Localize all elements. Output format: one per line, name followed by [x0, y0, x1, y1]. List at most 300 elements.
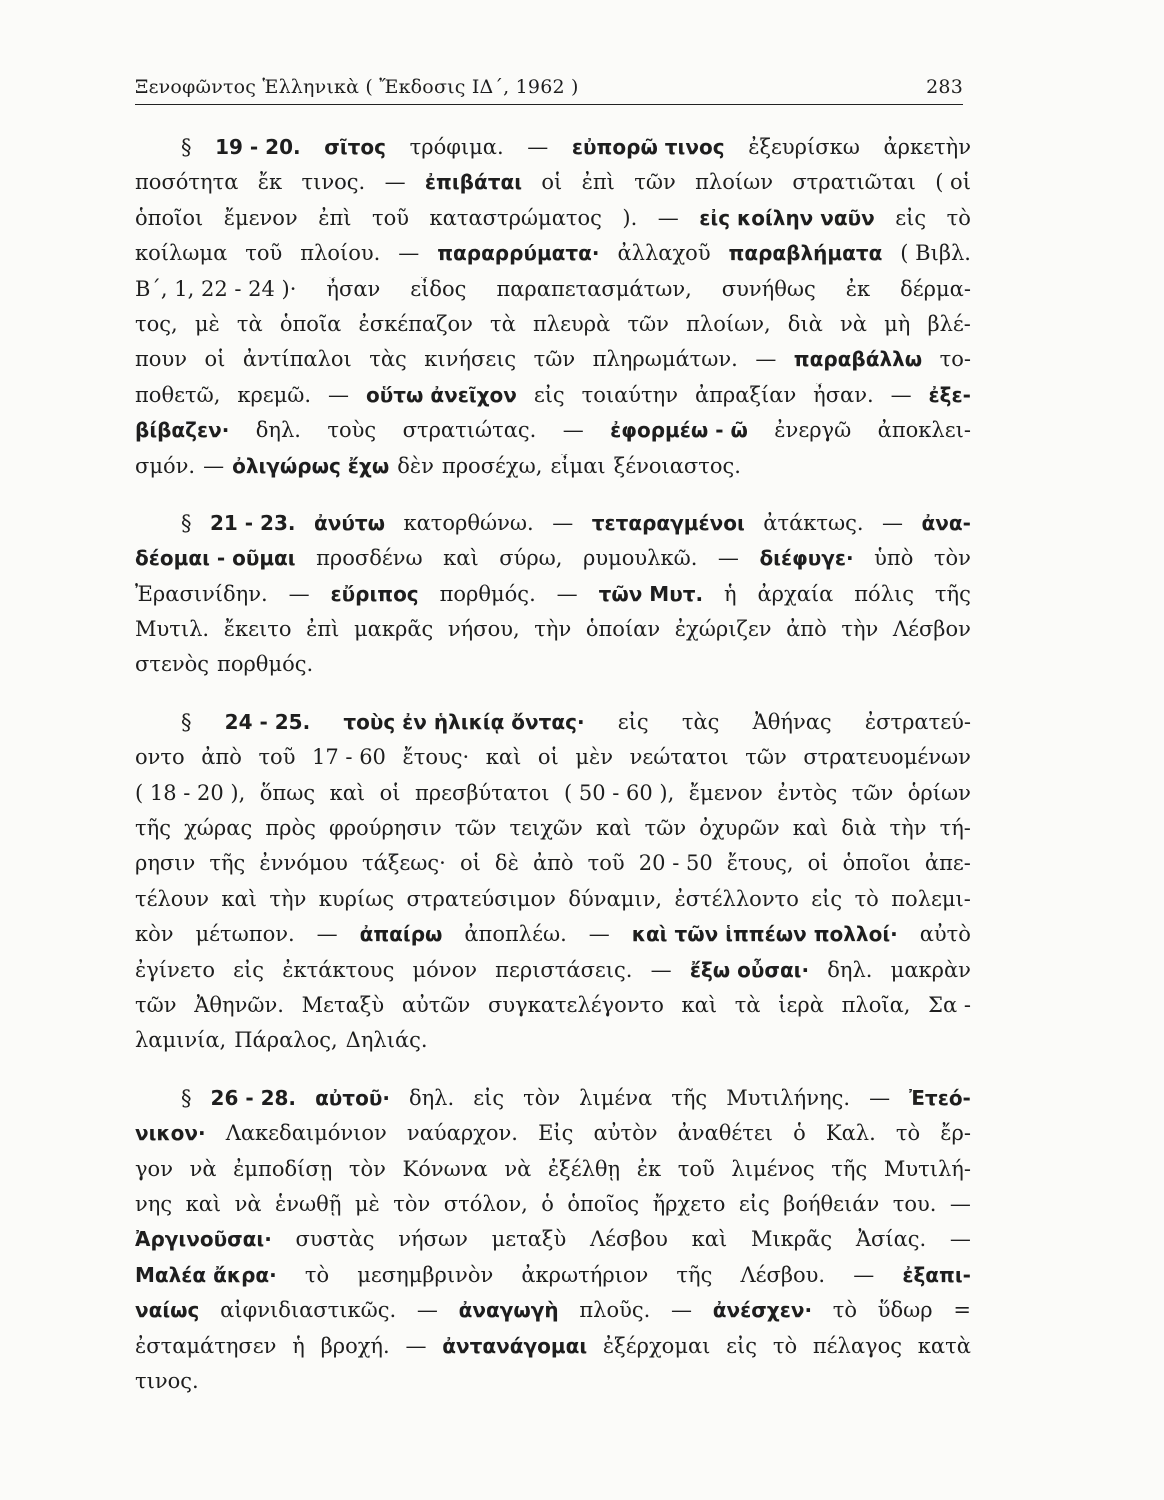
word: τῆς [831, 1156, 868, 1181]
word: στόλον, [443, 1191, 528, 1216]
word: — [650, 957, 672, 982]
word: ἐκ [845, 276, 871, 301]
word: παραπετασμάτων, [496, 276, 692, 301]
word: πλοίων, [686, 311, 771, 336]
text-line [135, 710, 971, 745]
word: τὸ [946, 205, 971, 230]
text-line [135, 135, 971, 170]
word: λιμένα [579, 1085, 653, 1110]
word: συγκατελέγοντο [487, 992, 664, 1017]
lemma-term: νικον· [135, 1121, 206, 1146]
word: πορθμός. [217, 652, 314, 677]
word: ἔμενον [688, 780, 763, 805]
lemma-term: δέομαι - οῦμαι [135, 546, 296, 571]
word: τὴν [889, 816, 927, 841]
section-paragraph [135, 1086, 971, 1405]
text-line [135, 1028, 971, 1063]
word: καὶ [595, 816, 632, 841]
text-line [135, 582, 971, 617]
lemma-term: αὐτοῦ· [315, 1085, 390, 1110]
word: μὴ [884, 311, 911, 336]
running-head-title: Ξενοφῶντος Ἑλληνικὰ ( Ἔκδοσις ΙΔ΄, 1962 ) [135, 76, 579, 98]
word: τῆς [209, 851, 246, 876]
word: πλευρὰ [533, 311, 611, 336]
word: τὴν [841, 617, 879, 642]
word: καὶ [221, 886, 257, 911]
word: — [853, 1262, 875, 1287]
word: — [657, 205, 679, 230]
word: § [181, 709, 192, 734]
word: γον [135, 1156, 173, 1181]
word: νὰ [189, 1156, 217, 1181]
word: νήσου, [447, 617, 520, 642]
word: στρατιώτας. [402, 418, 537, 443]
word: ἐξέλθῃ [547, 1156, 621, 1181]
word: τὸ [895, 1121, 921, 1146]
word: σμόν. [135, 453, 196, 478]
word: Δηλιάς. [345, 1028, 428, 1053]
lemma-term: εἰς κοίλην ναῦν [699, 205, 875, 230]
word: καὶ [485, 745, 522, 770]
word: καταστρώματος [429, 205, 602, 230]
word: τοῦ [258, 745, 296, 770]
word: ὁποῖα [279, 311, 342, 336]
word: Μυτιλ. [135, 617, 210, 642]
word: οἱ [537, 745, 559, 770]
word: Β΄, 1, 22 - 24 )· [135, 276, 297, 301]
text-line [135, 347, 971, 382]
word: — [717, 546, 739, 571]
word: τοὺς [327, 418, 377, 443]
word: ἦσαν [326, 276, 381, 301]
word: πορθμός. [439, 581, 536, 606]
word: αἰφνιδιαστικῶς. [220, 1298, 397, 1323]
word: τὰς [681, 709, 720, 734]
word: τὸ [772, 1333, 798, 1358]
word: κινήσεις [424, 347, 517, 372]
word: τρόφιμα. [409, 135, 504, 159]
word: ἐστρατεύ- [864, 709, 971, 734]
word: δύναμιν, [568, 886, 663, 911]
word: τῶν [644, 816, 687, 841]
word: Λακεδαιμόνιον [225, 1121, 387, 1146]
word: το- [939, 347, 971, 372]
word: — [890, 382, 912, 407]
word: βοήθειάν [783, 1191, 880, 1216]
text-line [135, 922, 971, 957]
word: ἐπὶ [306, 617, 340, 642]
text-line [135, 1334, 971, 1369]
word: — [556, 581, 578, 606]
lemma-term: ἀνα- [921, 510, 971, 535]
lemma-term: 24 - 25. [224, 709, 311, 734]
word: στενὸς [135, 652, 210, 677]
word: τῶν [533, 347, 576, 372]
word: ἀτάκτως. [763, 510, 864, 535]
word: κατορθώνω. [403, 510, 534, 535]
text-line [135, 816, 971, 851]
lemma-term: βίβαζεν· [135, 418, 230, 443]
word: προσέχω, [441, 453, 543, 478]
word: ). [622, 205, 638, 230]
word: εἰς [811, 886, 843, 911]
word: Καλ. [825, 1121, 876, 1146]
word: τὸν [393, 1191, 431, 1216]
text-line [135, 617, 971, 652]
word: νὰ [840, 311, 867, 336]
lemma-term: Ἀργινοῦσαι· [135, 1227, 272, 1252]
word: εἶδος [410, 276, 467, 301]
word: ρυμουλκῶ. [583, 546, 698, 571]
word: ἀπὸ [201, 745, 242, 770]
text-line [135, 887, 971, 922]
word: — [316, 922, 338, 947]
word: τῶν [634, 170, 676, 195]
word: Μυτιλήνης. [726, 1085, 851, 1110]
word: τὸν [523, 1085, 561, 1110]
word: τῶν [627, 311, 669, 336]
word: 20 - 50 [638, 851, 713, 876]
word: ἐγίνετο [135, 957, 215, 982]
word: ( οἱ [935, 170, 971, 195]
word: τῆς [676, 1262, 713, 1287]
word: ἐξέρχομαι [602, 1333, 711, 1358]
word: ὑπὸ [874, 546, 914, 571]
word: νης [135, 1191, 173, 1216]
word: κατὰ [917, 1333, 971, 1358]
word: — [527, 135, 549, 159]
word: — [562, 418, 584, 443]
word: πληρωμάτων. [592, 347, 738, 372]
text-line [135, 1192, 971, 1227]
word: — [405, 1333, 427, 1358]
word: — [949, 1227, 971, 1252]
word: τὸ [304, 1262, 330, 1287]
word: — [869, 1085, 891, 1110]
word: ἔμενον [223, 205, 298, 230]
word: καὶ [329, 780, 366, 805]
lemma-term: ἀντανάγομαι [442, 1333, 588, 1358]
word: αὐτῶν [401, 992, 471, 1017]
word: Ἐρασινίδην. [135, 581, 268, 606]
lemma-term: ἐφορμέω - ῶ [610, 418, 748, 443]
word: ἐντὸς [777, 780, 838, 805]
word: οντο [135, 745, 185, 770]
word: εἰς [738, 1191, 770, 1216]
word: ἀναθέτει [677, 1121, 774, 1146]
text-line [135, 312, 971, 347]
word: ξένοιαστος. [613, 453, 741, 478]
lemma-term: σῖτος [324, 135, 386, 159]
word: μακρὰν [890, 957, 971, 982]
word: Μεταξὺ [301, 992, 385, 1017]
commentary-body [135, 135, 971, 1426]
text-line [135, 958, 971, 993]
word: § [181, 135, 192, 159]
word: τῶν [454, 816, 497, 841]
word: κυρίως [318, 886, 395, 911]
section-paragraph [135, 710, 971, 1064]
lemma-term: ἐπιβάται [424, 170, 523, 195]
text-line [135, 511, 971, 546]
word: ἐννόμου [259, 851, 348, 876]
word: τὰ [490, 311, 516, 336]
lemma-term: ἀνύτω [313, 510, 385, 535]
word: τῶν [851, 780, 894, 805]
word: § [181, 1085, 192, 1110]
word: δὲν [397, 453, 434, 478]
word: ἀποκλει- [877, 418, 971, 443]
word: ἐχώριζεν [674, 617, 772, 642]
word: τος, [135, 311, 178, 336]
word: τέλουν [135, 886, 209, 911]
word: = [953, 1298, 971, 1323]
word: ποσότητα [135, 170, 239, 195]
word: τὰς [369, 347, 407, 372]
word: οἱ [807, 851, 829, 876]
word: Ἀθήνας [752, 709, 832, 734]
word: σύρω, [499, 546, 563, 571]
word: τὴν [269, 886, 307, 911]
word: ἀντίπαλοι [242, 347, 352, 372]
word: ἀπραξίαν [694, 382, 797, 407]
lemma-term: οὕτω ἀνεῖχον [365, 382, 517, 407]
section-paragraph [135, 511, 971, 688]
word: τὸ [832, 1298, 858, 1323]
text-line [135, 170, 971, 205]
word: κρεμῶ. [237, 382, 312, 407]
lemma-term: Ἐτεό- [909, 1085, 971, 1110]
lemma-term: παραβάλλω [793, 347, 923, 372]
word: ἐκ [636, 1156, 662, 1181]
word: διὰ [787, 311, 823, 336]
word: ἀρκετὴν [883, 135, 971, 159]
text-line [135, 1086, 971, 1121]
word: ἔκ [257, 170, 283, 195]
word: ναύαρχον. [406, 1121, 518, 1146]
word: τειχῶν [509, 816, 583, 841]
word: τὸν [933, 546, 971, 571]
word: τοῦ [372, 205, 410, 230]
word: διὰ [841, 816, 877, 841]
word: μὲν [575, 745, 614, 770]
text-line [135, 1227, 971, 1262]
text-line [135, 1263, 971, 1298]
running-head [135, 74, 963, 105]
word: — [398, 241, 420, 266]
word: Πάραλος, [234, 1028, 338, 1053]
lemma-term: ἀναγωγὴ [458, 1298, 559, 1323]
word: πρὸς [265, 816, 316, 841]
word: Λέσβου. [740, 1262, 826, 1287]
word: ἀποπλέω. [464, 922, 567, 947]
word: ὁποῖοι [135, 205, 204, 230]
word: δηλ. [255, 418, 301, 443]
word: ὕδωρ [877, 1298, 933, 1323]
word: ἡ [292, 1333, 305, 1358]
lemma-term: Μαλέα ἄκρα· [135, 1262, 277, 1287]
text-line [135, 1369, 971, 1404]
lemma-term: παραβλήματα [728, 241, 883, 266]
lemma-term: ἔξω οὖσαι· [689, 957, 810, 982]
word: ἐστέλλοντο [674, 886, 799, 911]
word: τὰ [734, 992, 761, 1017]
word: ( Βιβλ. [900, 241, 971, 266]
word: στρατευομένων [803, 745, 971, 770]
lemma-term: παραρρύματα· [437, 241, 600, 266]
word: ἤρχετο [652, 1191, 726, 1216]
word: οἱ [459, 851, 481, 876]
word: δηλ. [827, 957, 873, 982]
word: καὶ [681, 992, 718, 1017]
word: εἰς [233, 957, 265, 982]
word: νήσων [398, 1227, 468, 1252]
word: ἀρχαία [757, 581, 834, 606]
word: ἐκτάκτους [282, 957, 395, 982]
text-line [135, 383, 971, 418]
word: τοῦ [677, 1156, 715, 1181]
word: εἰς [726, 1333, 758, 1358]
word: εἶμαι [550, 453, 606, 478]
text-line [135, 1298, 971, 1333]
word: § [181, 510, 192, 535]
word: πόλις [854, 581, 914, 606]
word: δὲ [494, 851, 519, 876]
word: τινος. [135, 1368, 199, 1393]
word: ἀπὸ [532, 851, 574, 876]
word: ἱερὰ [778, 992, 824, 1017]
word: πλοῖα, [841, 992, 911, 1017]
word: χώρας [184, 816, 253, 841]
word: τῶν [745, 745, 787, 770]
text-line [135, 745, 971, 780]
word: — [671, 1298, 693, 1323]
word: Λέσβου [589, 1227, 668, 1252]
text-line [135, 454, 971, 489]
word: — [949, 1191, 971, 1216]
word: ἐμποδίσῃ [233, 1156, 333, 1181]
word: μεσημβρινὸν [357, 1262, 494, 1287]
word: του. [892, 1191, 937, 1216]
word: — [416, 1298, 438, 1323]
word: ρησιν [135, 851, 196, 876]
word: τῆς [135, 816, 171, 841]
word: Μικρᾶς [750, 1227, 833, 1252]
word: τὰ [236, 311, 263, 336]
word: ἡ [723, 581, 737, 606]
word: ἀκρωτήριον [521, 1262, 649, 1287]
word: ἔρ- [940, 1121, 971, 1146]
word: ἔκειτο [223, 617, 292, 642]
word: στρατεύσιμον [406, 886, 556, 911]
word: ἀπὸ [786, 617, 827, 642]
word: νὰ [504, 1156, 532, 1181]
word: τῆς [671, 1085, 708, 1110]
word: οἱ [379, 780, 401, 805]
word: Λέσβον [892, 617, 971, 642]
word: οἱ [541, 170, 563, 195]
word: πλοῦς. [579, 1298, 651, 1323]
word: — [288, 581, 310, 606]
lemma-term: ἐξαπι- [902, 1262, 971, 1287]
word: Μυτιλή- [883, 1156, 971, 1181]
word: ἔτους, [726, 851, 794, 876]
word: — [203, 453, 225, 478]
word: μὲ [194, 311, 220, 336]
text-line [135, 1121, 971, 1156]
word: — [588, 922, 610, 947]
word: πολεμι- [891, 886, 971, 911]
lemma-term: τῶν Μυτ. [598, 581, 704, 606]
word: ἐσταμάτησεν [135, 1333, 277, 1358]
word: μὲ [354, 1191, 380, 1216]
lemma-term: ὀλιγώρως ἔχω [232, 453, 390, 478]
word: Ἀθηνῶν. [194, 992, 284, 1017]
word: ὁρίων [907, 780, 971, 805]
word: πλοίων [695, 170, 773, 195]
lemma-term: τεταραγμένοι [591, 510, 745, 535]
word: λιμένος [731, 1156, 815, 1181]
word: τοῦ [587, 851, 625, 876]
word: — [882, 510, 904, 535]
word: προσδένω [316, 546, 423, 571]
text-line [135, 652, 971, 687]
word: βλέ- [927, 311, 971, 336]
word: καὶ [691, 1227, 728, 1252]
word: εἰς [473, 1085, 505, 1110]
lemma-term: εὔριπος [330, 581, 419, 606]
word: ὁ [793, 1121, 806, 1146]
word: κοίλωμα [135, 241, 228, 266]
word: τινος. [301, 170, 366, 195]
word: ἦσαν. [813, 382, 874, 407]
word: νὰ [234, 1191, 262, 1216]
word: ἀπε- [924, 851, 971, 876]
word: νεώτατοι [629, 745, 729, 770]
word: τὸν [348, 1156, 386, 1181]
word: τῶν [135, 992, 177, 1017]
text-line [135, 781, 971, 816]
word: συστὰς [295, 1227, 375, 1252]
word: ἐξευρίσκω [748, 135, 860, 159]
word: πρεσβύτατοι [414, 780, 550, 805]
word: πλοίου. [300, 241, 381, 266]
word: ἔτους· [402, 745, 470, 770]
word: στρατιῶται [792, 170, 916, 195]
word: βροχή. [320, 1333, 390, 1358]
word: οἱ [204, 347, 226, 372]
word: Εἰς [538, 1121, 574, 1146]
word: ἐσκέπαζον [358, 311, 473, 336]
section-paragraph [135, 135, 971, 489]
word: δέρμα- [900, 276, 971, 301]
word: — [755, 347, 777, 372]
word: ἐπὶ [318, 205, 352, 230]
text-line [135, 241, 971, 276]
text-line [135, 851, 971, 886]
text-line [135, 418, 971, 453]
word: τὸ [854, 886, 879, 911]
word: ἀλλαχοῦ [617, 241, 711, 266]
word: εἰς [617, 709, 649, 734]
word: μέτωπον. [195, 922, 295, 947]
word: τή- [939, 816, 971, 841]
word: καὶ [792, 816, 829, 841]
word: αὐτὸ [919, 922, 971, 947]
word: καὶ [185, 1191, 222, 1216]
word: λαμινία, [135, 1028, 227, 1053]
word: ἐπὶ [581, 170, 615, 195]
